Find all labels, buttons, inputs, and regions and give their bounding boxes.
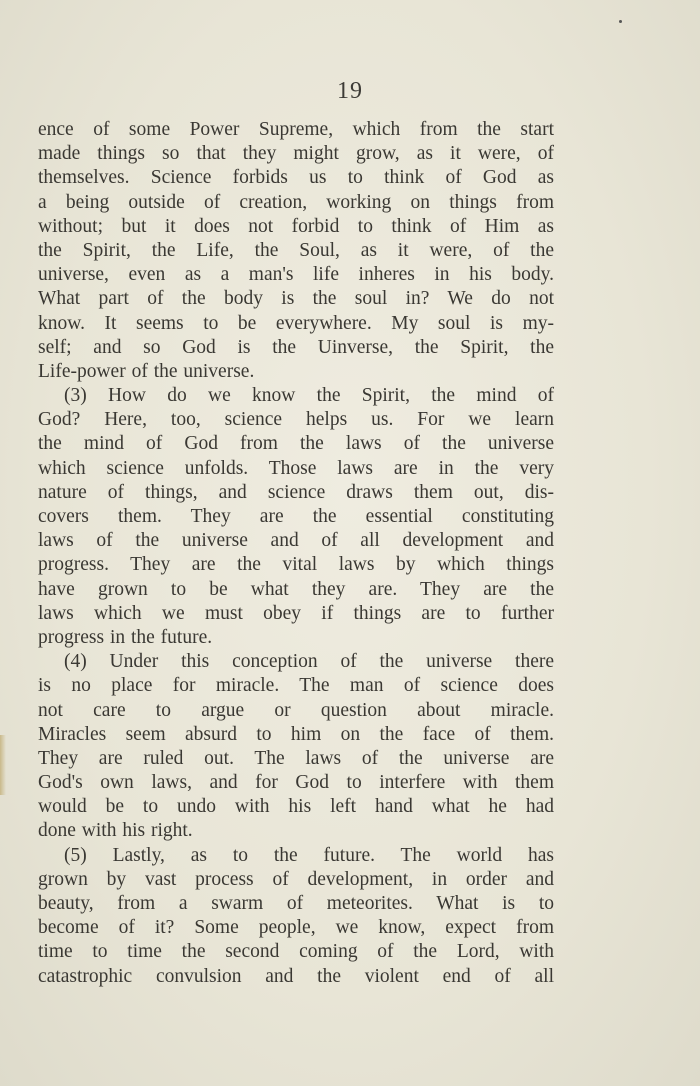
paper-speck bbox=[619, 20, 622, 23]
text-line: catastrophic convulsion and the violent end of all bbox=[38, 965, 554, 987]
text-line: They are ruled out. The laws of the universe are bbox=[38, 747, 554, 769]
text-line: (4) Under this conception of the universe there bbox=[64, 651, 554, 673]
text-line: Miracles seem absurd to him on the face of them. bbox=[38, 723, 554, 745]
text-line: would be to undo with his left hand what he had bbox=[38, 796, 554, 818]
text-line: covers them. They are the essential constituting bbox=[38, 506, 554, 527]
text-line: grown by vast process of development, in order and bbox=[38, 868, 554, 890]
text-line: progress. They are the vital laws by which things bbox=[38, 554, 554, 576]
text-line: become of it? Some people, we know, expect from bbox=[38, 917, 554, 939]
text-line: which science unfolds. Those laws are in the very bbox=[38, 457, 554, 479]
text-line: progress in the future. bbox=[38, 626, 213, 648]
page-number: 19 bbox=[337, 78, 363, 104]
text-line: self; and so God is the Uinverse, the Spirit, the bbox=[38, 336, 554, 358]
text-line: a being outside of creation, working on things from bbox=[38, 191, 554, 213]
text-line: (3) How do we know the Spirit, the mind of bbox=[64, 385, 554, 407]
text-line: laws which we must obey if things are to further bbox=[38, 602, 554, 624]
text-line: the mind of God from the laws of the universe bbox=[38, 433, 554, 455]
text-line: have grown to be what they are. They are the bbox=[38, 578, 554, 600]
text-line: ence of some Power Supreme, which from the start bbox=[38, 119, 554, 140]
text-line: nature of things, and science draws them out, dis- bbox=[38, 481, 554, 503]
text-line: made things so that they might grow, as it were, of bbox=[38, 143, 554, 165]
text-line: the Spirit, the Life, the Soul, as it were, of the bbox=[38, 239, 554, 261]
text-line: beauty, from a swarm of meteorites. What is to bbox=[38, 893, 554, 914]
page-edge-stain bbox=[0, 735, 6, 795]
text-line: is no place for miracle. The man of science does bbox=[38, 675, 554, 697]
text-line: know. It seems to be everywhere. My soul is my- bbox=[38, 312, 554, 334]
text-line: Life-power of the universe. bbox=[38, 360, 255, 382]
text-line: laws of the universe and of all development and bbox=[38, 530, 554, 552]
text-line: themselves. Science forbids us to think of God as bbox=[38, 167, 554, 189]
text-line: without; but it does not forbid to think of Him as bbox=[38, 215, 554, 237]
body-text bbox=[38, 118, 554, 989]
text-line: not care to argue or question about miracle. bbox=[38, 699, 554, 721]
text-line: universe, even as a man's life inheres in his body. bbox=[38, 264, 554, 286]
text-line: done with his right. bbox=[38, 820, 193, 842]
text-line: God? Here, too, science helps us. For we learn bbox=[38, 409, 554, 431]
text-line: What part of the body is the soul in? We do not bbox=[38, 288, 554, 310]
text-line: (5) Lastly, as to the future. The world has bbox=[64, 844, 554, 866]
text-line: time to time the second coming of the Lord, with bbox=[38, 941, 554, 963]
text-line: God's own laws, and for God to interfere with them bbox=[38, 772, 554, 794]
